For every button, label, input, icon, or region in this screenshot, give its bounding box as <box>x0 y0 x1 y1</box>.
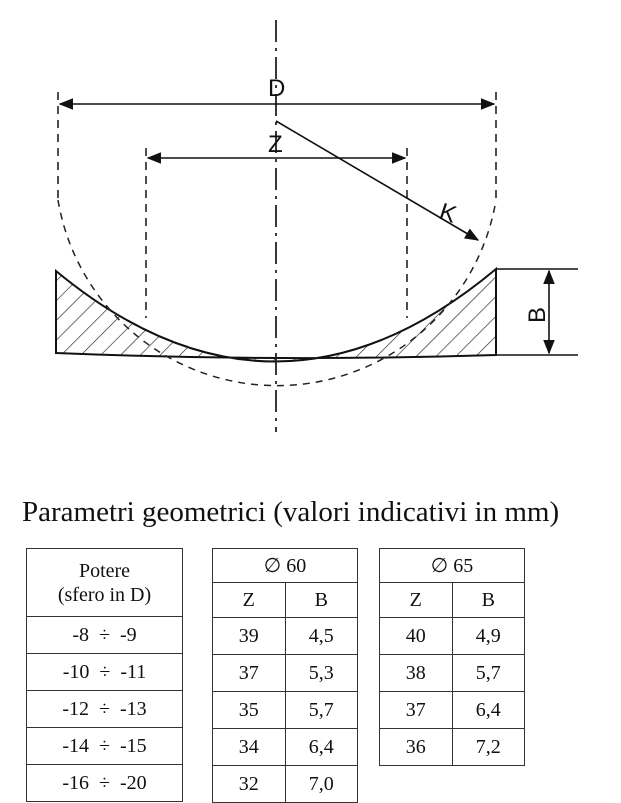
diameter-65-table <box>379 548 525 766</box>
table-row <box>213 655 358 692</box>
cell-z: 32 <box>213 766 286 803</box>
power-from: -14 <box>62 734 89 757</box>
table-row <box>213 766 358 803</box>
power-to: -9 <box>119 623 137 646</box>
power-sep: ÷ <box>99 660 111 683</box>
table-65-title: ∅ 65 <box>380 549 525 583</box>
power-to: -15 <box>119 734 147 757</box>
cell-b: 4,5 <box>285 618 358 655</box>
power-header-line2: (sfero in D) <box>57 583 152 606</box>
cell-z: 37 <box>213 655 286 692</box>
column-header-b: B <box>285 583 358 618</box>
table-row <box>213 729 358 766</box>
table-row <box>380 729 525 766</box>
cell-b: 6,4 <box>452 692 525 729</box>
label-k: K <box>436 198 460 229</box>
cell-b: 6,4 <box>285 729 358 766</box>
cell-z: 37 <box>380 692 453 729</box>
power-table <box>26 548 183 802</box>
caption: Parametri geometrici (valori indicativi in mm) <box>22 496 560 528</box>
table-row <box>213 692 358 729</box>
table-row <box>213 618 358 655</box>
table-row <box>380 655 525 692</box>
cell-z: 34 <box>213 729 286 766</box>
cell-z: 36 <box>380 729 453 766</box>
cell-b: 5,7 <box>452 655 525 692</box>
cell-b: 5,7 <box>285 692 358 729</box>
power-sep: ÷ <box>99 771 110 794</box>
cell-b: 4,9 <box>452 618 525 655</box>
cell-b: 7,0 <box>285 766 358 803</box>
power-from: -16 <box>62 771 89 794</box>
table-row <box>27 617 183 654</box>
label-d: D <box>268 75 286 102</box>
diameter-60-table <box>212 548 358 803</box>
table-row <box>27 765 183 802</box>
cell-b: 7,2 <box>452 729 525 766</box>
power-sep: ÷ <box>99 623 110 646</box>
cell-z: 35 <box>213 692 286 729</box>
power-from: -12 <box>62 697 89 720</box>
table-row <box>27 654 183 691</box>
power-header-line1: Potere <box>78 559 131 582</box>
table-row <box>380 618 525 655</box>
power-sep: ÷ <box>99 697 110 720</box>
cell-z: 39 <box>213 618 286 655</box>
power-to: -11 <box>120 660 147 683</box>
table-row <box>380 692 525 729</box>
column-header-b: B <box>452 583 525 618</box>
power-to: -20 <box>119 771 147 794</box>
power-to: -13 <box>119 697 147 720</box>
column-header-z: Z <box>380 583 453 618</box>
power-sep: ÷ <box>99 734 110 757</box>
power-header <box>27 549 183 617</box>
power-from: -10 <box>62 660 90 683</box>
label-b: B <box>524 306 551 323</box>
table-row <box>27 691 183 728</box>
table-60-title: ∅ 60 <box>213 549 358 583</box>
table-row <box>27 728 183 765</box>
power-from: -8 <box>72 623 89 646</box>
cell-z: 40 <box>380 618 453 655</box>
cell-b: 5,3 <box>285 655 358 692</box>
label-z: Z <box>268 131 283 158</box>
column-header-z: Z <box>213 583 286 618</box>
cell-z: 38 <box>380 655 453 692</box>
